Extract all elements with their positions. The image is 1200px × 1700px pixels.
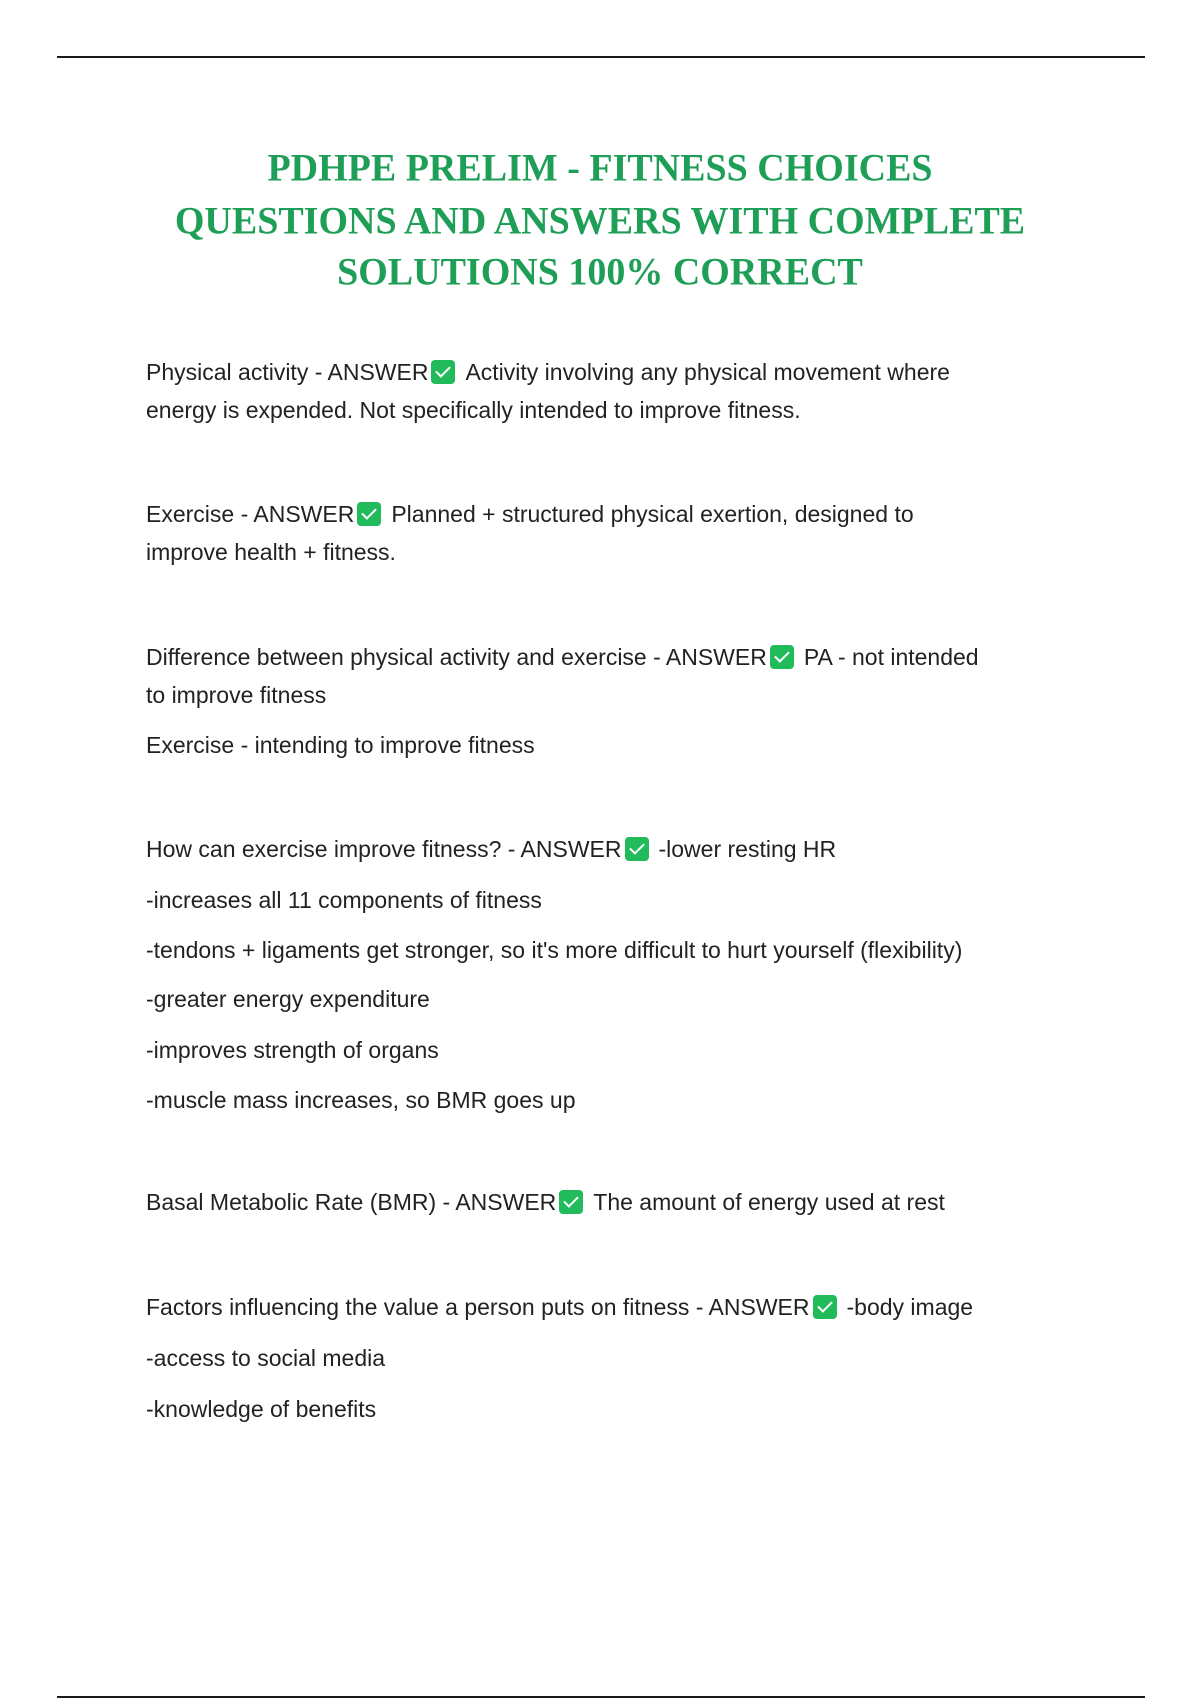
answer: -body image <box>846 1294 974 1320</box>
question: Basal Metabolic Rate (BMR) - ANSWER <box>146 1189 557 1215</box>
answer-continuation: -access to social media <box>146 1345 386 1371</box>
qa-question-line <box>146 643 979 671</box>
question: How can exercise improve fitness? - ANSWER <box>146 836 622 862</box>
answer-continuation: -greater energy expenditure <box>146 986 430 1012</box>
question: Physical activity - ANSWER <box>146 359 429 385</box>
check-icon <box>813 1295 837 1319</box>
question: Exercise - ANSWER <box>146 501 355 527</box>
answer-continuation: -knowledge of benefits <box>146 1396 377 1422</box>
check-icon <box>625 837 649 861</box>
qa-question-line <box>146 1293 973 1321</box>
answer: Activity involving any physical movement where <box>465 359 950 385</box>
top-rule <box>57 56 1145 58</box>
answer-continuation: energy is expended. Not specifically intended to improve fitness. <box>146 397 801 423</box>
answer-continuation: -tendons + ligaments get stronger, so it's more difficult to hurt yourself (flexibility) <box>146 937 963 963</box>
check-icon <box>770 645 794 669</box>
title-line-2: QUESTIONS AND ANSWERS WITH COMPLETE <box>174 199 1026 243</box>
qa-question-line <box>146 1188 945 1216</box>
title-line-1: PDHPE PRELIM - FITNESS CHOICES <box>267 146 933 190</box>
qa-question-line <box>146 358 950 386</box>
check-icon <box>357 502 381 526</box>
answer-continuation: to improve fitness <box>146 682 327 708</box>
answer-continuation: -increases all 11 components of fitness <box>146 887 542 913</box>
answer-continuation: Exercise - intending to improve fitness <box>146 732 535 758</box>
answer: -lower resting HR <box>658 836 837 862</box>
check-icon <box>559 1190 583 1214</box>
answer-continuation: -muscle mass increases, so BMR goes up <box>146 1087 576 1113</box>
answer: Planned + structured physical exertion, designed to <box>391 501 914 527</box>
question: Factors influencing the value a person puts on fitness - ANSWER <box>146 1294 810 1320</box>
answer: PA - not intended <box>803 644 979 670</box>
check-icon <box>431 360 455 384</box>
answer-continuation: improve health + fitness. <box>146 539 396 565</box>
bottom-rule <box>57 1696 1145 1698</box>
answer: The amount of energy used at rest <box>593 1189 945 1215</box>
question: Difference between physical activity and exercise - ANSWER <box>146 644 767 670</box>
title-line-3: SOLUTIONS 100% CORRECT <box>337 250 863 294</box>
answer-continuation: -improves strength of organs <box>146 1037 439 1063</box>
qa-question-line <box>146 835 836 863</box>
qa-question-line <box>146 500 914 528</box>
